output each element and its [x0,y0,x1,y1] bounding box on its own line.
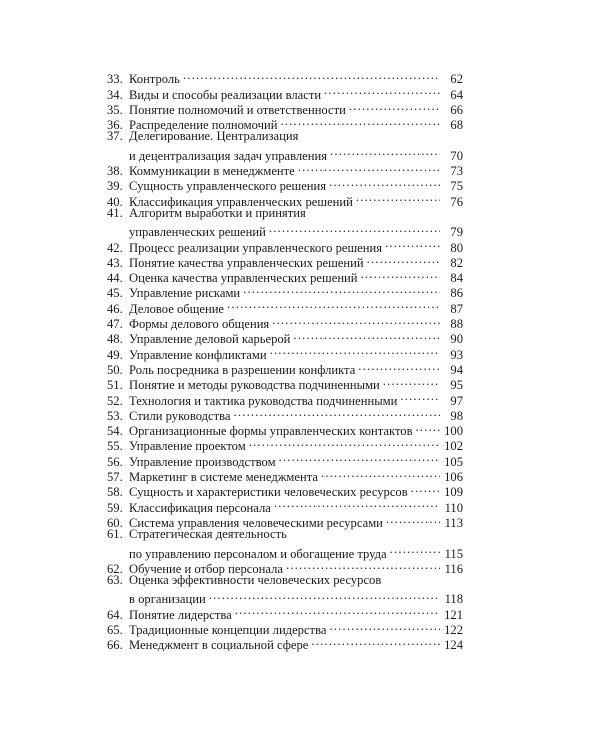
toc-entry-number: 46. [107,301,123,316]
toc-entry[interactable] [107,405,463,423]
toc-entry[interactable] [107,236,463,255]
dot-leader [269,221,440,236]
toc-line [107,558,463,576]
toc-page-number: 102 [444,439,463,454]
toc-line [107,481,463,500]
dot-leader [330,144,440,159]
toc-entry-number: 39. [107,179,123,194]
toc-page-number: 115 [444,546,463,561]
toc-page-number: 76 [450,194,463,209]
toc-entry-number: 50. [107,362,123,377]
dot-leader [298,160,440,175]
toc-entry[interactable] [107,512,463,530]
toc-entry-title: Обучение и отбор персонала [129,561,283,576]
dot-leader [279,450,440,465]
toc-entry-title: Традиционные концепции лидерства [129,622,327,637]
toc-entry-title: Управление рисками [129,286,241,301]
dot-leader [183,68,440,83]
toc-entry[interactable] [107,634,463,653]
dot-leader [235,603,440,618]
toc-entry[interactable] [107,420,463,439]
toc-entry[interactable] [107,526,463,561]
dot-leader [270,343,440,358]
toc-entry[interactable] [107,328,463,347]
toc-entry[interactable] [107,435,463,454]
toc-page-number: 118 [444,592,463,607]
toc-entry[interactable] [107,129,463,163]
toc-entry[interactable] [107,99,463,117]
toc-entry[interactable] [107,252,463,270]
dot-leader [361,267,440,282]
toc-line [107,129,463,144]
toc-page-number: 124 [444,638,463,653]
toc-entry-number: 57. [107,470,123,485]
toc-line [107,297,463,316]
toc-entry-title: Формы делового общения [129,317,270,332]
toc-entry[interactable] [107,619,463,637]
toc-entry[interactable] [107,450,463,469]
toc-page-number: 97 [450,393,463,408]
toc-entry-title: Управление проектом [129,439,246,454]
table-of-contents [107,68,463,653]
toc-entry-number: 56. [107,454,123,469]
dot-leader [234,405,440,420]
toc-page-number: 93 [450,347,463,362]
dot-leader [321,466,440,481]
toc-line [107,466,463,485]
toc-line [107,206,463,221]
dot-leader [386,512,440,527]
toc-entry-number: 51. [107,378,123,393]
toc-entry-number: 65. [107,622,123,637]
dot-leader [209,588,440,603]
toc-entry-title: Технология и тактика руководства подчиненными [129,393,398,408]
dot-leader [324,83,440,98]
toc-line [107,236,463,255]
toc-entry-title: Система управления человеческими ресурсами [129,515,383,530]
toc-entry-number: 48. [107,332,123,347]
toc-line [107,420,463,439]
dot-leader [227,297,440,312]
toc-entry-number: 44. [107,271,123,286]
toc-entry[interactable] [107,481,463,500]
toc-entry-title: Делегирование. Централизация [129,129,299,144]
toc-entry[interactable] [107,205,463,240]
dot-leader [383,374,440,389]
toc-page-number: 84 [450,271,463,286]
toc-line [107,603,463,622]
toc-page-number: 110 [444,500,463,515]
toc-page-number: 105 [444,454,463,469]
toc-entry-number: 54. [107,424,123,439]
toc-line [107,68,463,87]
toc-line [107,99,463,117]
toc-entry[interactable] [107,267,463,286]
toc-entry[interactable] [107,558,463,576]
toc-page-number: 82 [450,255,463,270]
toc-entry-title: по управлению персоналом и обогащение труда [129,546,387,561]
dot-leader [416,420,440,435]
toc-entry[interactable] [107,572,463,607]
toc-line [107,542,463,561]
toc-entry-number: 35. [107,102,123,117]
toc-entry-number: 42. [107,240,123,255]
toc-entry-title: Роль посредника в разрешении конфликта [129,362,356,377]
toc-line [107,343,463,362]
dot-leader [249,435,440,450]
toc-entry-title: Классификация персонала [129,500,271,515]
toc-entry-title: Понятие качества управленческих решений [129,255,364,270]
dot-leader [280,114,440,129]
toc-entry-number: 64. [107,607,123,622]
toc-page-number: 100 [444,424,463,439]
toc-page-number: 87 [450,301,463,316]
toc-entry-title: Стили руководства [129,408,231,423]
dot-leader [311,634,440,649]
dot-leader [411,481,440,496]
toc-entry[interactable] [107,389,463,408]
toc-entry[interactable] [107,603,463,622]
toc-entry-number: 53. [107,408,123,423]
toc-line [107,252,463,270]
toc-entry[interactable] [107,343,463,362]
dot-leader [367,252,440,267]
toc-entry[interactable] [107,83,463,102]
toc-line [107,496,463,515]
dot-leader [358,359,440,374]
toc-line [107,313,463,332]
toc-entry-title: Управление конфликтами [129,347,267,362]
toc-entry-number: 34. [107,87,123,102]
dot-leader [329,175,440,190]
toc-entry-number: 58. [107,485,123,500]
toc-entry-number: 41. [107,205,123,220]
toc-line [107,328,463,347]
toc-entry-number: 40. [107,194,123,209]
toc-entry-title: Управление производством [129,454,276,469]
dot-leader [385,236,440,251]
dot-leader [243,282,440,297]
dot-leader [400,389,440,404]
toc-page-number: 64 [450,87,463,102]
toc-entry-number: 45. [107,286,123,301]
toc-entry-number: 63. [107,572,123,587]
toc-page-number: 116 [444,561,463,576]
dot-leader [349,99,440,114]
toc-entry[interactable] [107,496,463,515]
toc-entry-title: Маркетинг в системе менеджмента [129,470,318,485]
toc-entry[interactable] [107,313,463,332]
toc-line [107,144,463,163]
toc-entry-title: Понятие и методы руководства подчиненными [129,378,380,393]
toc-entry-number: 49. [107,347,123,362]
toc-entry-title: Менеджмент в социальной сфере [129,638,309,653]
toc-entry[interactable] [107,282,463,301]
toc-line [107,435,463,454]
toc-entry[interactable] [107,359,463,377]
dot-leader [329,619,440,634]
toc-entry-title: Сущность и характеристики человеческих ресурсов [129,485,408,500]
toc-entry-number: 66. [107,638,123,653]
toc-line [107,114,463,133]
toc-entry-number: 37. [107,129,123,144]
toc-page-number: 106 [444,470,463,485]
toc-line [107,267,463,286]
toc-line [107,405,463,423]
toc-page-number: 79 [450,225,463,240]
toc-page-number: 75 [450,179,463,194]
dot-leader [286,558,440,573]
toc-entry-title: Управление деловой карьерой [129,332,291,347]
toc-entry[interactable] [107,175,463,194]
toc-entry-number: 62. [107,561,123,576]
toc-entry-title: Коммуникации в менеджменте [129,164,295,179]
toc-line [107,573,463,588]
toc-entry[interactable] [107,374,463,393]
toc-page-number: 62 [450,72,463,87]
toc-entry-title: Понятие полномочий и ответственности [129,102,346,117]
toc-entry-number: 55. [107,439,123,454]
toc-entry-title: Классификация управленческих решений [129,194,353,209]
toc-entry-title: Деловое общение [129,301,225,316]
toc-page-number: 73 [450,164,463,179]
toc-line [107,175,463,194]
toc-entry-title: Контроль [129,72,180,87]
toc-page-number: 70 [450,148,463,163]
toc-entry-title: Распределение полномочий [129,118,278,133]
toc-line [107,588,463,607]
toc-line [107,374,463,393]
toc-line [107,83,463,102]
toc-entry-number: 61. [107,526,123,541]
toc-page-number: 66 [450,102,463,117]
toc-entry-number: 52. [107,393,123,408]
toc-entry-number: 43. [107,255,123,270]
dot-leader [390,542,440,557]
toc-line [107,450,463,469]
toc-page-number: 68 [450,118,463,133]
toc-page-number: 122 [444,622,463,637]
dot-leader [274,496,440,511]
toc-entry-title: управленческих решений [129,225,266,240]
toc-page-number: 88 [450,317,463,332]
toc-entry-number: 59. [107,500,123,515]
toc-entry[interactable] [107,68,463,87]
toc-entry-title: Алгоритм выработки и принятия [129,205,306,220]
toc-entry[interactable] [107,114,463,133]
toc-line [107,190,463,209]
toc-entry[interactable] [107,190,463,209]
toc-page-number: 113 [444,515,463,530]
toc-entry-number: 60. [107,515,123,530]
toc-line [107,512,463,530]
dot-leader [272,313,440,328]
toc-entry-title: Понятие лидерства [129,607,232,622]
toc-entry-number: 38. [107,164,123,179]
toc-entry-title: Организационные формы управленческих контактов [129,424,413,439]
toc-entry-title: Стратегическая деятельность [129,526,287,541]
toc-entry-title: в организации [129,592,206,607]
toc-line [107,160,463,179]
toc-entry-title: Оценка качества управленческих решений [129,271,358,286]
toc-entry-number: 47. [107,317,123,332]
toc-entry-title: и децентрализация задач управления [129,148,328,163]
toc-line [107,282,463,301]
toc-entry-number: 36. [107,118,123,133]
dot-leader [293,328,440,343]
toc-line [107,527,463,542]
toc-page-number: 109 [444,485,463,500]
dot-leader [356,190,440,205]
toc-page-number: 90 [450,332,463,347]
toc-entry[interactable] [107,160,463,179]
toc-page-number: 86 [450,286,463,301]
toc-line [107,389,463,408]
toc-line [107,634,463,653]
toc-page-number: 121 [444,607,463,622]
toc-line [107,221,463,240]
toc-entry[interactable] [107,297,463,316]
toc-page-number: 80 [450,240,463,255]
toc-page-number: 98 [450,408,463,423]
toc-line [107,619,463,637]
toc-entry[interactable] [107,466,463,485]
toc-line [107,359,463,377]
toc-entry-title: Оценка эффективности человеческих ресурсов [129,572,382,587]
toc-page-number: 95 [450,378,463,393]
toc-entry-title: Сущность управленческого решения [129,179,327,194]
toc-entry-title: Процесс реализации управленческого решения [129,240,383,255]
toc-entry-number: 33. [107,72,123,87]
toc-entry-title: Виды и способы реализации власти [129,87,322,102]
toc-page-number: 94 [450,362,463,377]
